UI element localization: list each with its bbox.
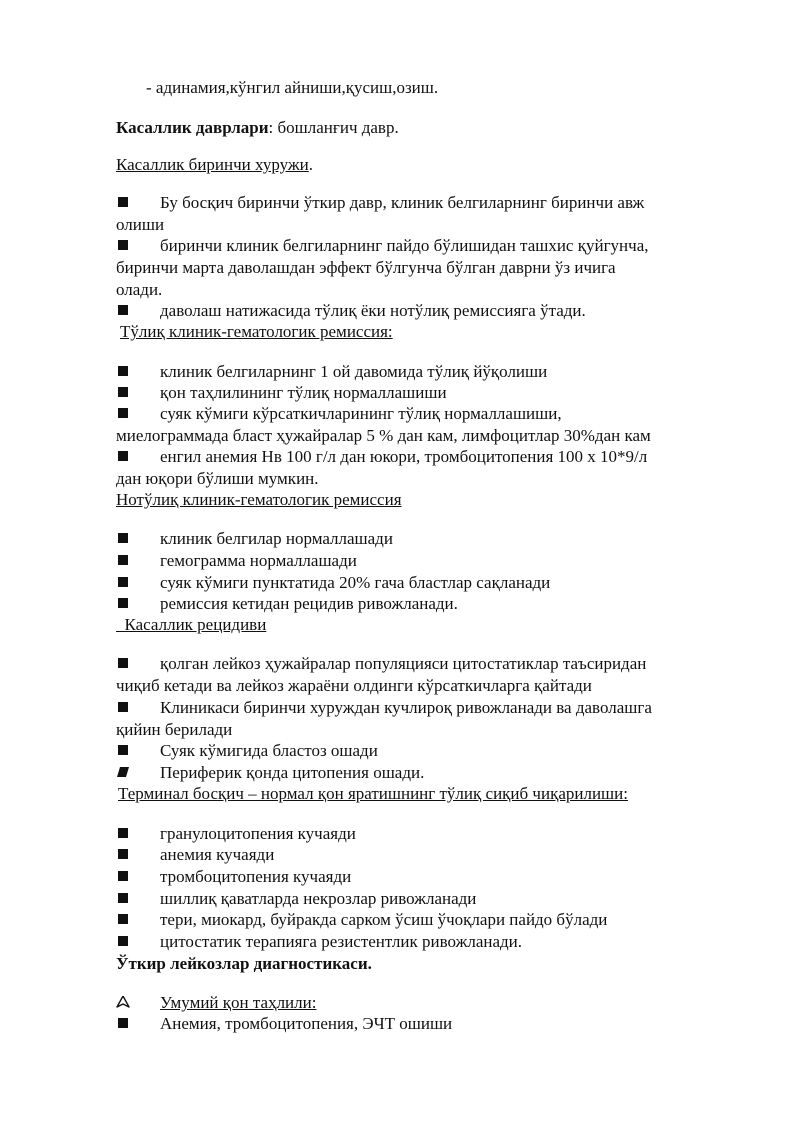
square-bullet-icon <box>118 240 128 250</box>
list-item: даволаш натижасида тўлиқ ёки нотўлиқ ремиссияга ўтади. <box>160 301 586 320</box>
periods-line <box>116 118 399 138</box>
list-item: тромбоцитопения кучаяди <box>160 867 352 886</box>
relapse-heading <box>116 615 266 635</box>
list-item-continuation: қийин берилади <box>116 720 233 739</box>
square-bullet-icon <box>118 871 128 881</box>
list-item-continuation: миелограммада бласт ҳужайралар 5 % дан кам, лимфоцитлар 30%дан кам <box>116 426 651 445</box>
list-item: гранулоцитопения кучаяди <box>160 824 356 843</box>
periods-text: : бошланғич давр. <box>268 118 399 137</box>
square-bullet-icon <box>118 555 128 565</box>
list-item-continuation: дан юқори бўлиши мумкин. <box>116 469 319 488</box>
list-item: қон таҳлилининг тўлиқ нормаллашиши <box>160 383 447 402</box>
symptom-line: - адинамия,кўнгил айниши,қусиш,озиш. <box>146 78 439 97</box>
partial-remission-heading: Нотўлиқ клиник-гематологик ремиссия <box>116 490 402 509</box>
square-bullet-icon <box>118 451 128 461</box>
first-attack-heading-line <box>116 155 313 175</box>
list-item-continuation: чиқиб кетади ва лейкоз жараёни олдинги кўрсаткичларга қайтади <box>116 676 592 695</box>
list-item: суяк кўмиги кўрсаткичларининг тўлиқ нормаллашиши, <box>160 404 562 423</box>
list-item: клиник белгилар нормаллашади <box>160 529 393 548</box>
square-bullet-icon <box>118 828 128 838</box>
square-bullet-icon <box>118 598 128 608</box>
list-item: тери, миокард, буйракда сарком ўсиш ўчоқлари пайдо бўлади <box>160 910 608 929</box>
list-item: Клиникаси биринчи хуруждан кучлироқ ривожланади ва даволашга <box>160 698 652 717</box>
square-bullet-icon <box>118 533 128 543</box>
list-item: Периферик қонда цитопения ошади. <box>160 763 425 782</box>
list-item: Анемия, тромбоцитопения, ЭЧТ ошиши <box>160 1014 453 1033</box>
square-bullet-icon <box>118 702 128 712</box>
full-remission-heading: Тўлиқ клиник-гематологик ремиссия: <box>120 322 393 341</box>
square-bullet-icon <box>118 387 128 397</box>
list-item-continuation: олиши <box>116 215 165 234</box>
square-bullet-icon <box>118 408 128 418</box>
parallelogram-bullet-icon <box>116 766 130 778</box>
list-item-continuation: олади. <box>116 280 163 299</box>
terminal-heading: Терминал босқич – нормал қон яратишнинг тўлиқ сиқиб чиқарилиши: <box>118 784 628 803</box>
list-item: анемия кучаяди <box>160 845 275 864</box>
arrowhead-bullet-icon <box>116 996 130 1008</box>
list-item: ремиссия кетидан рецидив ривожланади. <box>160 594 458 613</box>
first-attack-heading: Касаллик биринчи хуружи <box>116 155 309 174</box>
square-bullet-icon <box>118 936 128 946</box>
list-item: биринчи клиник белгиларнинг пайдо бўлишидан ташхис қуйгунча, <box>160 236 649 255</box>
list-item-continuation: биринчи марта даволашдан эффект бўлгунча бўлган даврни ўз ичига <box>116 258 616 277</box>
square-bullet-icon <box>118 658 128 668</box>
diagnostics-heading: Ўткир лейкозлар диагностикаси. <box>116 954 372 973</box>
square-bullet-icon <box>118 849 128 859</box>
square-bullet-icon <box>118 197 128 207</box>
first-attack-dot: . <box>308 155 314 174</box>
square-bullet-icon <box>118 366 128 376</box>
list-item: клиник белгиларнинг 1 ой давомида тўлиқ йўқолиши <box>160 362 548 381</box>
square-bullet-icon <box>118 745 128 755</box>
list-item: шиллиқ қаватларда некрозлар ривожланади <box>160 889 477 908</box>
list-item: Бу босқич биринчи ўткир давр, клиник белгиларнинг биринчи авж <box>160 193 645 212</box>
square-bullet-icon <box>118 893 128 903</box>
list-item: суяк кўмиги пунктатида 20% гача бластлар сақланади <box>160 573 551 592</box>
list-item: қолган лейкоз ҳужайралар популяцияси цитостатиклар таъсиридан <box>160 654 647 673</box>
list-item: Суяк кўмигида бластоз ошади <box>160 741 378 760</box>
square-bullet-icon <box>118 305 128 315</box>
list-item: цитостатик терапияга резистентлик ривожланади. <box>160 932 523 951</box>
relapse-heading-text: Касаллик рецидиви <box>124 615 267 634</box>
blood-test-heading: Умумий қон таҳлили: <box>160 993 317 1012</box>
periods-label: Касаллик даврлари <box>116 118 269 137</box>
square-bullet-icon <box>118 577 128 587</box>
square-bullet-icon <box>118 1018 128 1028</box>
square-bullet-icon <box>118 914 128 924</box>
list-item: гемограмма нормаллашади <box>160 551 357 570</box>
list-item: енгил анемия Нв 100 г/л дан юкори, тромбоцитопения 100 х 10*9/л <box>160 447 648 466</box>
